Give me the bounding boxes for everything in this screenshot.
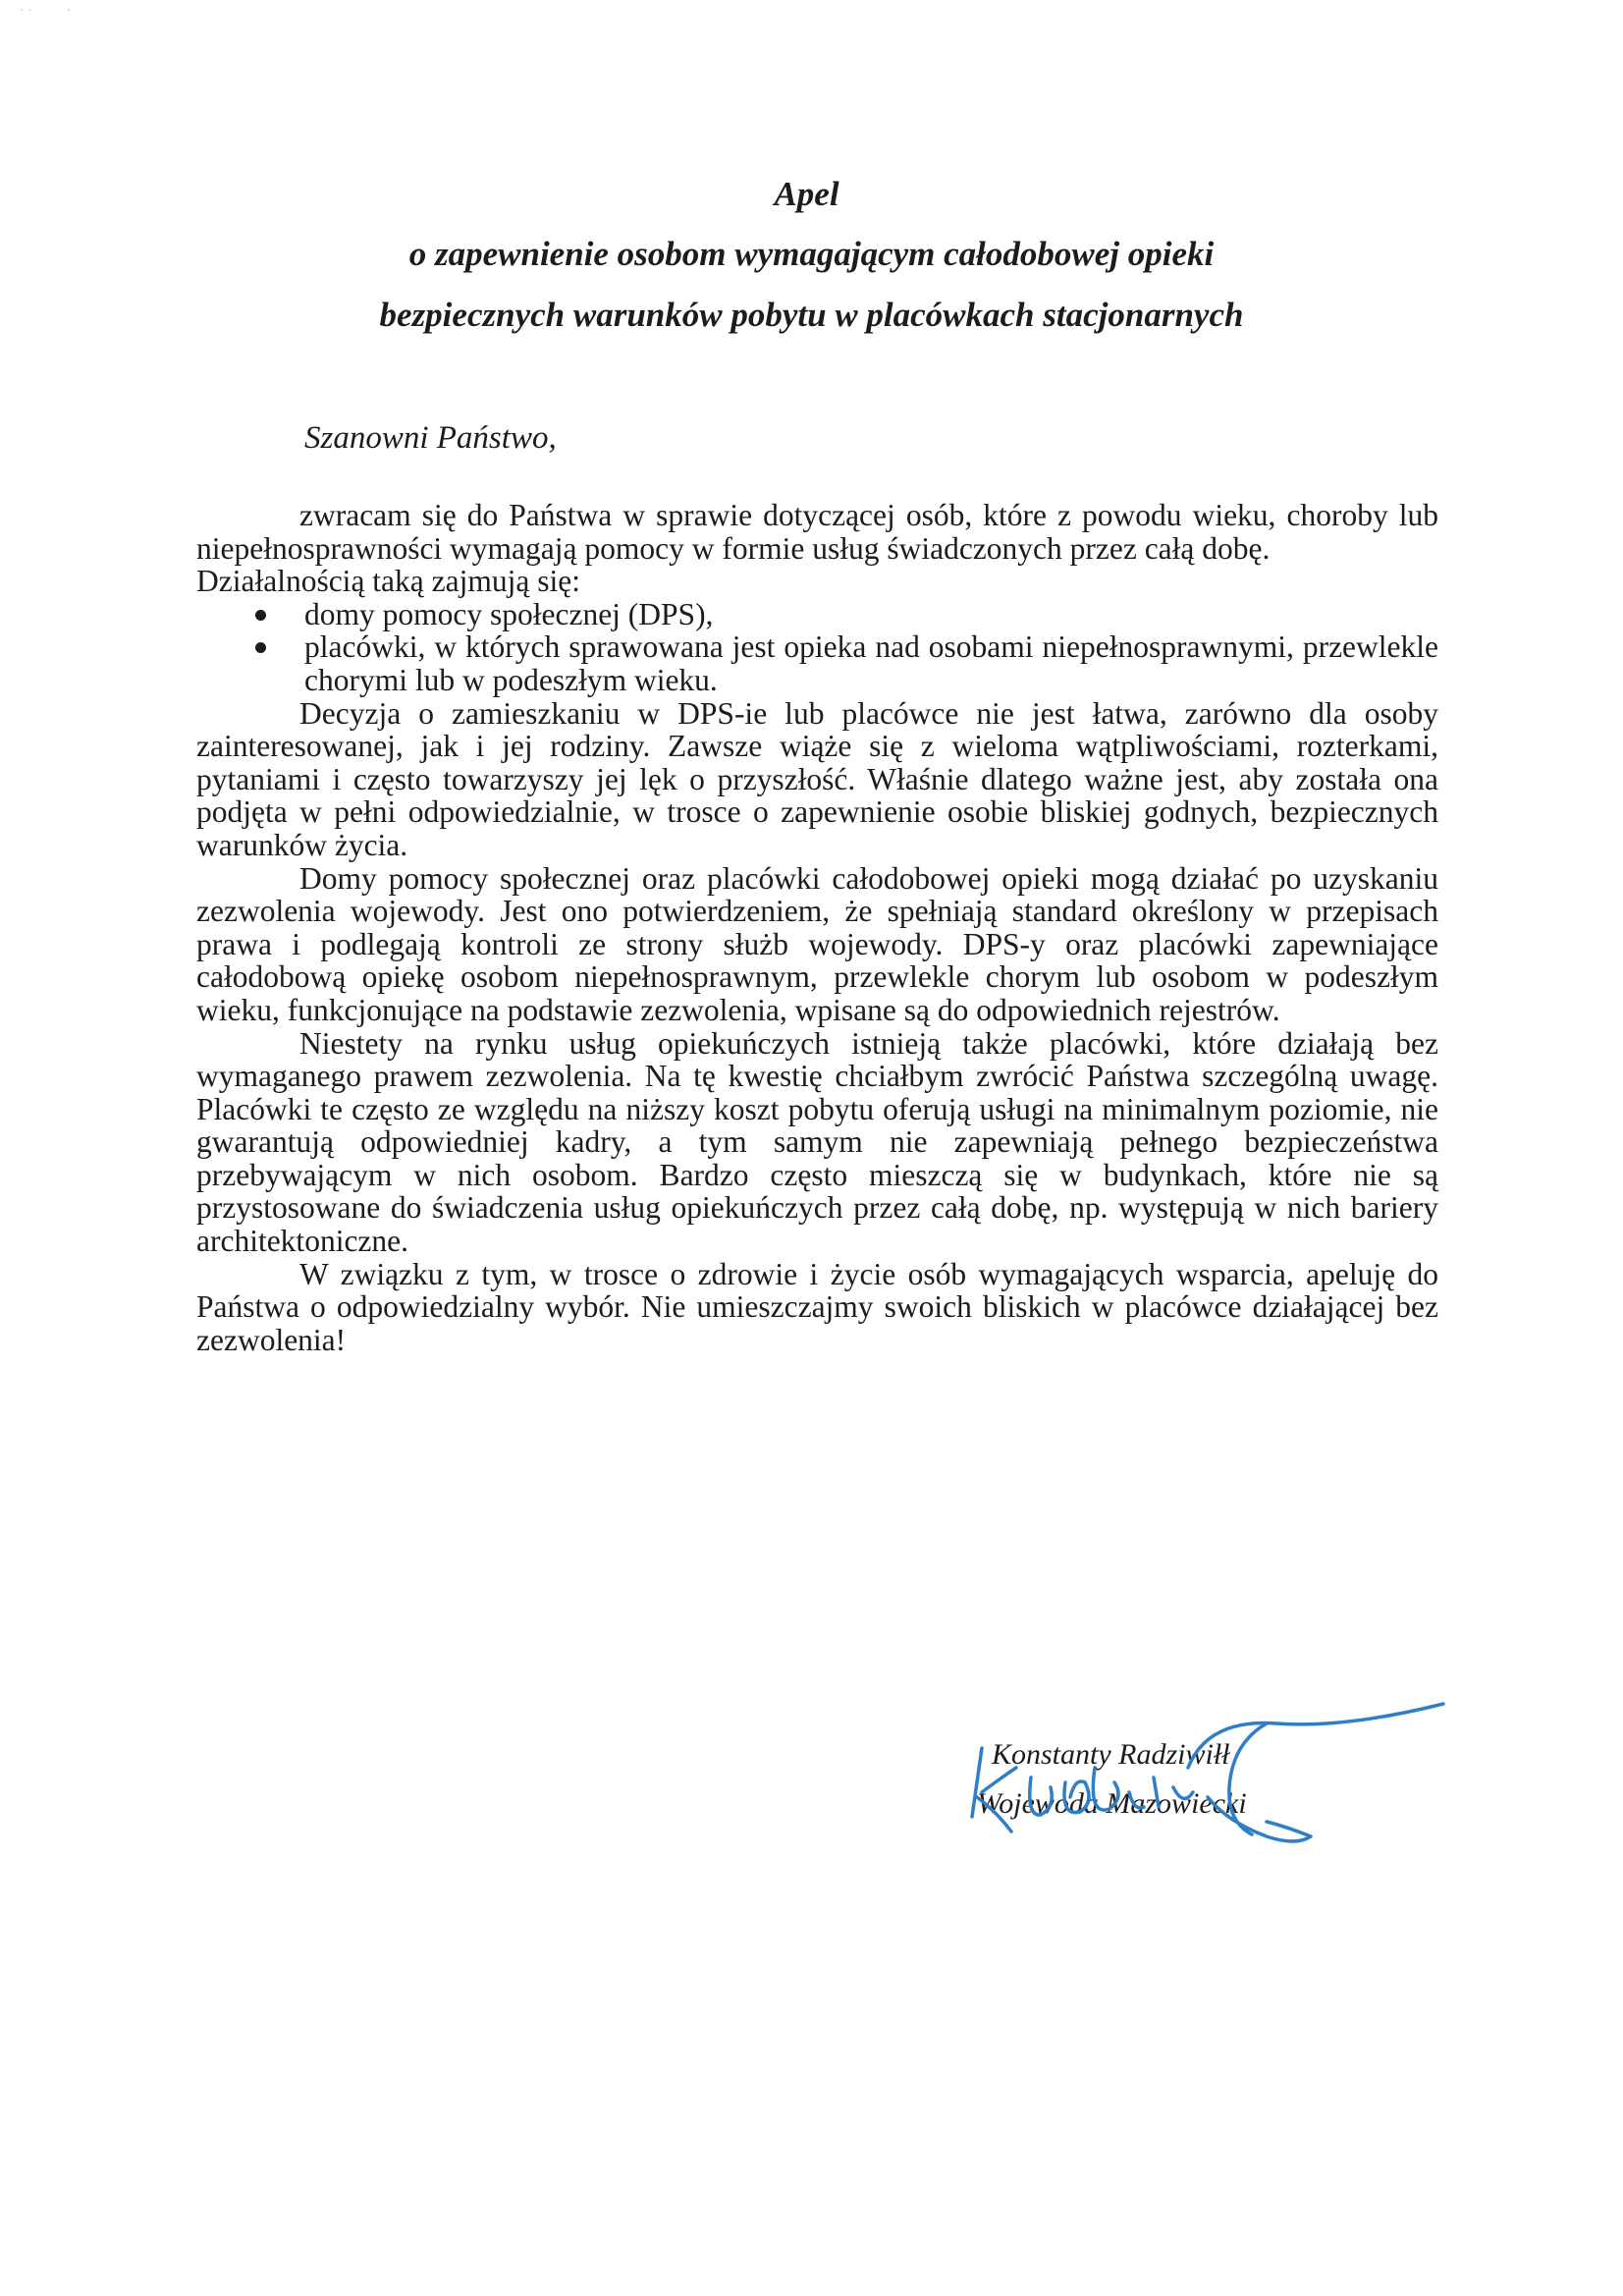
paragraph-2: Decyzja o zamieszkaniu w DPS-ie lub placówce nie jest łatwa, zarówno dla osoby zainteresowanej, jak i jej rodziny. Zawsze wiąże się z wieloma wątpliwościami, rozterkami, pytaniami i często towarzyszy jej lęk o przyszłość. Właśnie dlatego ważne jest, aby została ona podjęta w pełni odpowiedzialnie, w trosce o zapewnienie osobie bliskiej godnych, bezpiecznych warunków życia.	[196, 695, 1438, 862]
scan-artifact: · · ·	[20, 4, 72, 19]
letter-body	[196, 499, 1438, 1356]
paragraph-4: Niestety na rynku usług opiekuńczych istnieją także placówki, które działają bez wymaganego prawem zezwolenia. Na tę kwestię chciałbym zwrócić Państwa szczególną uwagę. Placówki te często ze względu na niższy koszt pobytu oferują usługi na minimalnym poziomie, nie gwarantują odpowiedniej kadry, a tym samym nie zapewniają pełnego bezpieczeństwa przebywającym w nich osobom. Bardzo często mieszczą się w budynkach, które nie są przystosowane do świadczenia usług opiekuńczych przez całą dobę, np. występują w nich bariery architektoniczne.	[196, 1025, 1438, 1259]
paragraph-3: Domy pomocy społecznej oraz placówki całodobowej opieki mogą działać po uzyskaniu zezwolenia wojewody. Jest ono potwierdzeniem, że spełniają standard określony w przepisach prawa i podlegają kontroli ze strony służb wojewody. DPS-y oraz placówki zapewniające całodobową opiekę osobom niepełnosprawnym, przewlekle chorym lub osobom w podeszłym wieku, funkcjonujące na podstawie zezwolenia, wpisane są do odpowiednich rejestrów.	[196, 860, 1438, 1027]
handwritten-signature	[972, 1738, 1384, 1886]
paragraph-1: zwracam się do Państwa w sprawie dotyczącej osób, które z powodu wieku, choroby lub niepełnosprawności wymagają pomocy w formie usług świadczonych przez całą dobę.	[196, 498, 1438, 566]
letter-header	[0, 173, 1623, 346]
list-item: domy pomocy społecznej (DPS),	[304, 598, 1438, 631]
salutation: Szanowni Państwo,	[304, 420, 557, 456]
list-item: placówki, w których sprawowana jest opieka nad osobami niepełnosprawnymi, przewlekle chorymi lub w podeszłym wieku.	[304, 629, 1438, 697]
signature-block	[972, 1738, 1384, 1886]
letter-subtitle-line-1: o zapewnienie osobom wymagającym całodobowej opieki	[408, 235, 1215, 273]
signature-ink	[972, 1704, 1443, 1841]
bullet-list	[196, 598, 1438, 697]
letter-subtitle-line-2: bezpiecznych warunków pobytu w placówkach stacjonarnych	[379, 296, 1244, 334]
paragraph-5: W związku z tym, w trosce o zdrowie i życie osób wymagających wsparcia, apeluję do Państwa o odpowiedzialny wybór. Nie umieszczajmy swoich bliskich w placówce działającej bez zezwolenia!	[196, 1256, 1438, 1357]
bullet-lead-in: Działalnością taką zajmują się:	[196, 564, 580, 599]
signatory-name: Konstanty Radziwiłł	[992, 1738, 1230, 1771]
letter-title: Apel	[774, 175, 839, 213]
signatory-role: Wojewoda Mazowiecki	[977, 1787, 1247, 1820]
